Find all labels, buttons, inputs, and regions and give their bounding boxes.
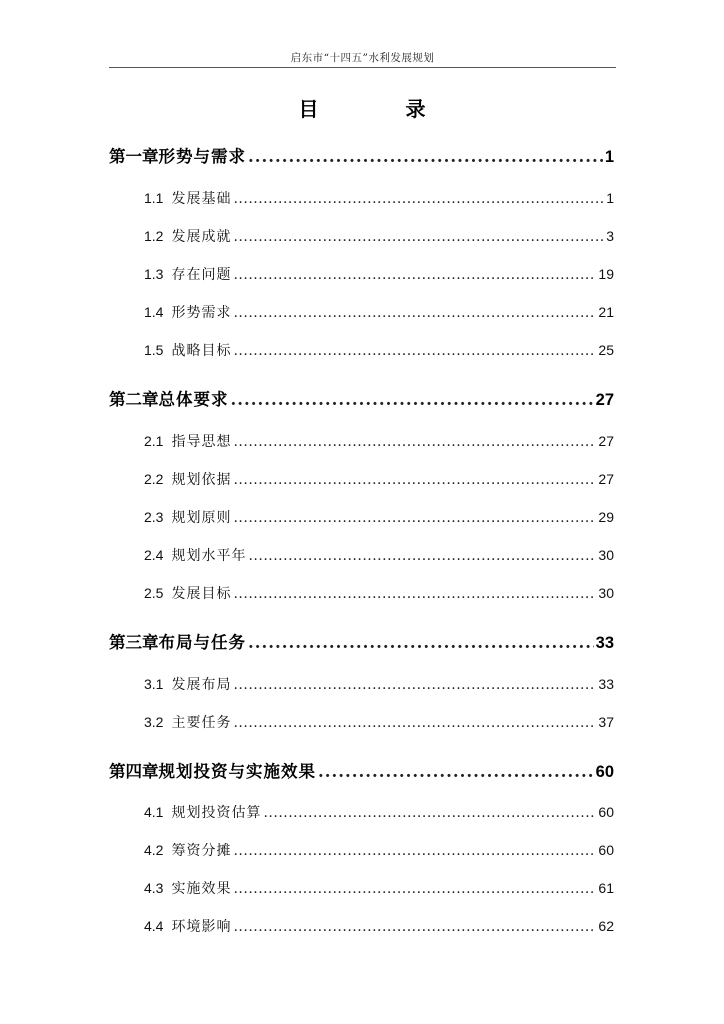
- toc-entry-title: 规划水平年: [171, 548, 247, 564]
- toc-section-entry[interactable]: [144, 916, 614, 936]
- toc-title: 目 录: [298, 97, 466, 121]
- toc-entry-page-number: 61: [598, 880, 614, 896]
- toc-entry-page-number: 29: [598, 509, 614, 525]
- toc-entry-page-number: 60: [598, 842, 614, 858]
- toc-entry-number: 2.5: [144, 585, 164, 601]
- toc-entry-page-number: 37: [598, 714, 614, 730]
- toc-entry-page-number: 1: [606, 190, 614, 206]
- toc-entry-title: 规划投资与实施效果: [158, 762, 316, 781]
- toc-entry-page-number: 19: [598, 266, 614, 282]
- dot-leader: [248, 147, 603, 166]
- dot-leader: [263, 805, 596, 821]
- toc-section-entry[interactable]: [144, 469, 614, 489]
- toc-entry-page-number: 60: [598, 804, 614, 820]
- dot-leader: [248, 633, 594, 652]
- dot-leader: [233, 229, 604, 245]
- toc-entry-number: 3.2: [144, 714, 164, 730]
- toc-chapter-entry[interactable]: [109, 758, 614, 782]
- toc-entry-title: 规划投资估算: [171, 805, 262, 821]
- running-header: 启东市“十四五”水利发展规划: [290, 52, 435, 64]
- toc-entry-number: 1.4: [144, 304, 164, 320]
- toc-section-entry[interactable]: [144, 674, 614, 694]
- toc-entry-number: 第二章: [109, 390, 159, 409]
- toc-entry-page-number: 3: [606, 228, 614, 244]
- toc-entry-page-number: 33: [595, 634, 614, 652]
- toc-entry-page-number: 25: [598, 342, 614, 358]
- toc-section-entry[interactable]: [144, 840, 614, 860]
- toc-entry-page-number: 33: [598, 676, 614, 692]
- toc-entry-number: 2.3: [144, 509, 164, 525]
- toc-entry-title: 存在问题: [171, 267, 232, 283]
- toc-section-entry[interactable]: [144, 264, 614, 284]
- toc-entry-number: 1.2: [144, 228, 164, 244]
- toc-chapter-entry[interactable]: [109, 143, 614, 167]
- toc-entry-title: 总体要求: [158, 390, 229, 409]
- toc-section-entry[interactable]: [144, 583, 614, 603]
- dot-leader: [231, 390, 594, 409]
- toc-chapter-entry[interactable]: [109, 386, 614, 410]
- toc-entry-title: 发展基础: [171, 191, 232, 207]
- toc-entry-title: 发展布局: [171, 677, 232, 693]
- toc-entry-page-number: 62: [598, 918, 614, 934]
- toc-entry-number: 1.1: [144, 190, 164, 206]
- toc-section-entry[interactable]: [144, 507, 614, 527]
- toc-section-entry[interactable]: [144, 431, 614, 451]
- toc-entry-number: 4.4: [144, 918, 164, 934]
- toc-section-entry[interactable]: [144, 340, 614, 360]
- dot-leader: [233, 715, 596, 731]
- dot-leader: [318, 762, 594, 781]
- toc-entry-page-number: 27: [598, 433, 614, 449]
- toc-entry-number: 2.2: [144, 471, 164, 487]
- toc-entry-title: 规划依据: [171, 472, 232, 488]
- toc-entry-number: 第三章: [109, 633, 159, 652]
- dot-leader: [233, 586, 596, 602]
- toc-entry-title: 布局与任务: [158, 633, 246, 652]
- dot-leader: [248, 548, 596, 564]
- toc-entry-page-number: 30: [598, 585, 614, 601]
- toc-entry-number: 4.2: [144, 842, 164, 858]
- toc-entry-page-number: 27: [598, 471, 614, 487]
- toc-entry-number: 1.5: [144, 342, 164, 358]
- toc-section-entry[interactable]: [144, 545, 614, 565]
- toc-entry-number: 4.1: [144, 804, 164, 820]
- dot-leader: [233, 843, 596, 859]
- toc-entry-title: 发展目标: [171, 586, 232, 602]
- toc-entry-number: 4.3: [144, 880, 164, 896]
- toc-entry-number: 2.1: [144, 433, 164, 449]
- dot-leader: [233, 881, 596, 897]
- toc-entry-number: 第四章: [109, 762, 159, 781]
- dot-leader: [233, 919, 596, 935]
- toc-entry-page-number: 30: [598, 547, 614, 563]
- dot-leader: [233, 343, 596, 359]
- toc-entry-page-number: 1: [604, 148, 614, 166]
- toc-entry-page-number: 21: [598, 304, 614, 320]
- toc-entry-title: 形势需求: [171, 305, 232, 321]
- toc-entry-title: 主要任务: [171, 715, 232, 731]
- dot-leader: [233, 267, 596, 283]
- toc-entry-number: 第一章: [109, 147, 159, 166]
- toc-entry-number: 2.4: [144, 547, 164, 563]
- toc-entry-title: 实施效果: [171, 881, 232, 897]
- dot-leader: [233, 305, 596, 321]
- toc-entry-title: 规划原则: [171, 510, 232, 526]
- toc-entry-title: 指导思想: [171, 434, 232, 450]
- toc-entry-title: 发展成就: [171, 229, 232, 245]
- toc-section-entry[interactable]: [144, 302, 614, 322]
- dot-leader: [233, 472, 596, 488]
- toc-entry-page-number: 60: [595, 763, 614, 781]
- toc-entry-page-number: 27: [595, 391, 614, 409]
- toc-section-entry[interactable]: [144, 712, 614, 732]
- toc-section-entry[interactable]: [144, 802, 614, 822]
- toc-section-entry[interactable]: [144, 226, 614, 246]
- toc-entry-number: 1.3: [144, 266, 164, 282]
- toc-entry-title: 战略目标: [171, 343, 232, 359]
- dot-leader: [233, 434, 596, 450]
- toc-chapter-entry[interactable]: [109, 629, 614, 653]
- toc-section-entry[interactable]: [144, 188, 614, 208]
- toc-entry-title: 形势与需求: [158, 147, 246, 166]
- dot-leader: [233, 191, 604, 207]
- toc-entry-title: 筹资分摊: [171, 843, 232, 859]
- dot-leader: [233, 677, 596, 693]
- toc-entry-number: 3.1: [144, 676, 164, 692]
- toc-section-entry[interactable]: [144, 878, 614, 898]
- toc-entry-title: 环境影响: [171, 919, 232, 935]
- dot-leader: [233, 510, 596, 526]
